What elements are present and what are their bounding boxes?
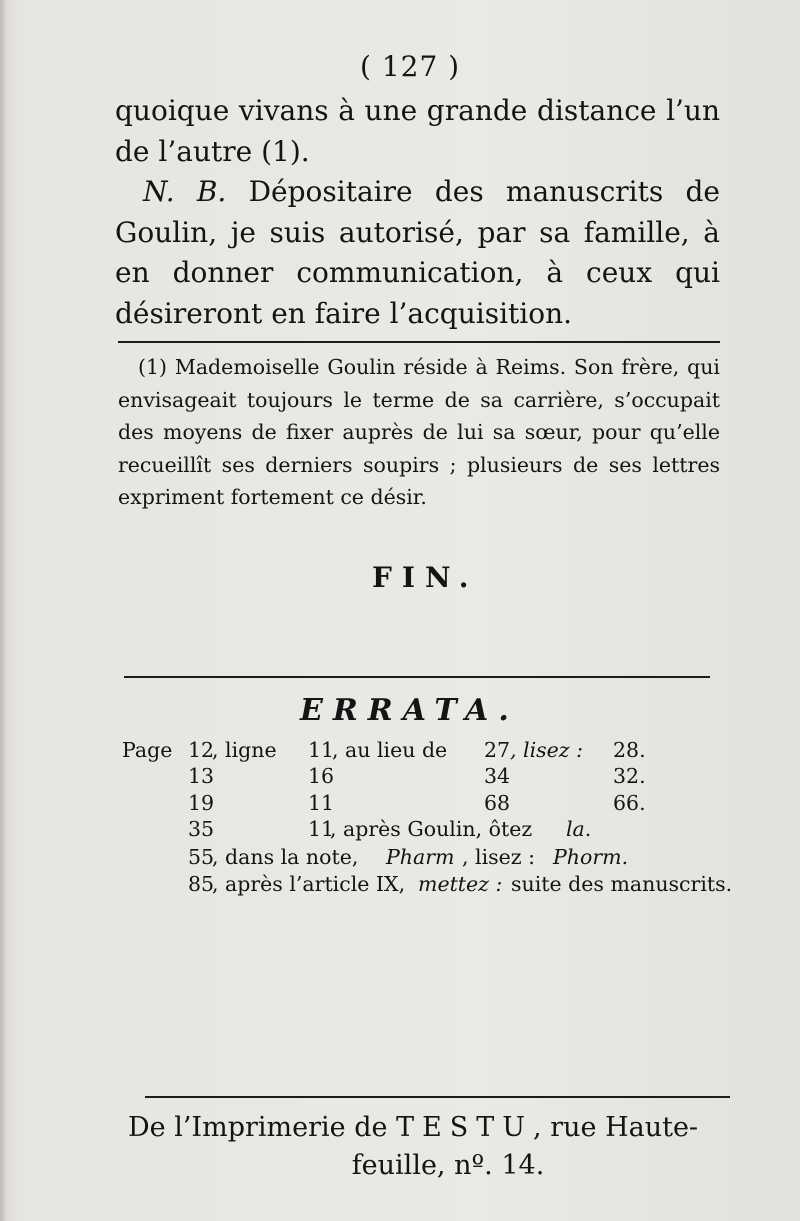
errata-title: ERRATA. bbox=[300, 693, 519, 728]
errata-right: 66. bbox=[613, 791, 646, 815]
errata-rest: suite des manuscrits. bbox=[511, 872, 733, 896]
errata-word: la. bbox=[566, 817, 592, 841]
printer-name: TESTU bbox=[396, 1112, 534, 1143]
footnote-rule bbox=[118, 341, 720, 343]
errata-right: 28. bbox=[613, 738, 646, 762]
errata-au-lieu: , au lieu de bbox=[332, 738, 448, 762]
imprint-rule bbox=[145, 1096, 730, 1098]
errata-page: 35 bbox=[188, 817, 215, 841]
imprint-post: , rue Haute- bbox=[533, 1112, 699, 1143]
errata-lisez: , lisez : bbox=[510, 738, 584, 762]
main-paragraph-1: quoique vivans à une grande distance l’un de l’autre (1). bbox=[115, 94, 720, 168]
errata-ligne: 16 bbox=[308, 764, 335, 788]
errata-apres: , après Goulin, ôtez bbox=[330, 817, 533, 841]
errata-page-word: Page bbox=[122, 738, 173, 762]
imprint-line-2: feuille, nº. 14. bbox=[351, 1150, 545, 1181]
imprint bbox=[128, 1109, 740, 1185]
errata-wrong: 27 bbox=[484, 738, 511, 762]
imprint-line-1 bbox=[128, 1109, 740, 1147]
nb-paragraph bbox=[115, 172, 720, 334]
errata-ligne: 11 bbox=[308, 791, 335, 815]
errata-lisez: , lisez : bbox=[462, 845, 536, 869]
errata-apres: , après l’article IX, bbox=[212, 872, 406, 896]
errata-wrong: 68 bbox=[484, 791, 511, 815]
errata-page: 12 bbox=[188, 738, 215, 762]
errata-mettez: mettez : bbox=[418, 872, 503, 896]
errata-ligne-word: , ligne bbox=[212, 738, 277, 762]
errata-page: 55 bbox=[188, 845, 215, 869]
nb-label: N. B. bbox=[143, 175, 227, 208]
main-text bbox=[115, 91, 720, 334]
errata-page: 13 bbox=[188, 764, 215, 788]
errata-wrong: Pharm bbox=[386, 845, 455, 869]
errata-right: 32. bbox=[613, 764, 646, 788]
nb-text: Dépositaire des manuscrits de Goulin, je suis autorisé, par sa famille, à en donner communication, à ceux qui désireront en faire l’acquisition. bbox=[115, 175, 720, 330]
errata-page: 85 bbox=[188, 872, 215, 896]
errata-page: 19 bbox=[188, 791, 215, 815]
footnote-text: (1) Mademoiselle Goulin réside à Reims. Son frère, qui envisageait toujours le terme de sa carrière, s’occupait des moyens de fixer auprès de lui sa sœur, pour qu’elle recueillît ses derniers soupirs ; plusieurs de ses lettres expriment fortement ce désir. bbox=[118, 355, 720, 509]
errata-ligne: 11 bbox=[308, 817, 335, 841]
fin-heading: FIN. bbox=[372, 561, 479, 594]
footnote bbox=[118, 351, 720, 514]
errata-wrong: 34 bbox=[484, 764, 511, 788]
errata-rule bbox=[124, 676, 710, 678]
imprint-pre: De l’Imprimerie de bbox=[128, 1112, 388, 1143]
page-edge-shadow bbox=[0, 0, 6, 1221]
page-number: ( 127 ) bbox=[360, 50, 461, 83]
errata-ligne: 11 bbox=[308, 738, 335, 762]
errata-dans: , dans la note, bbox=[212, 845, 359, 869]
errata-right: Phorm. bbox=[553, 845, 629, 869]
